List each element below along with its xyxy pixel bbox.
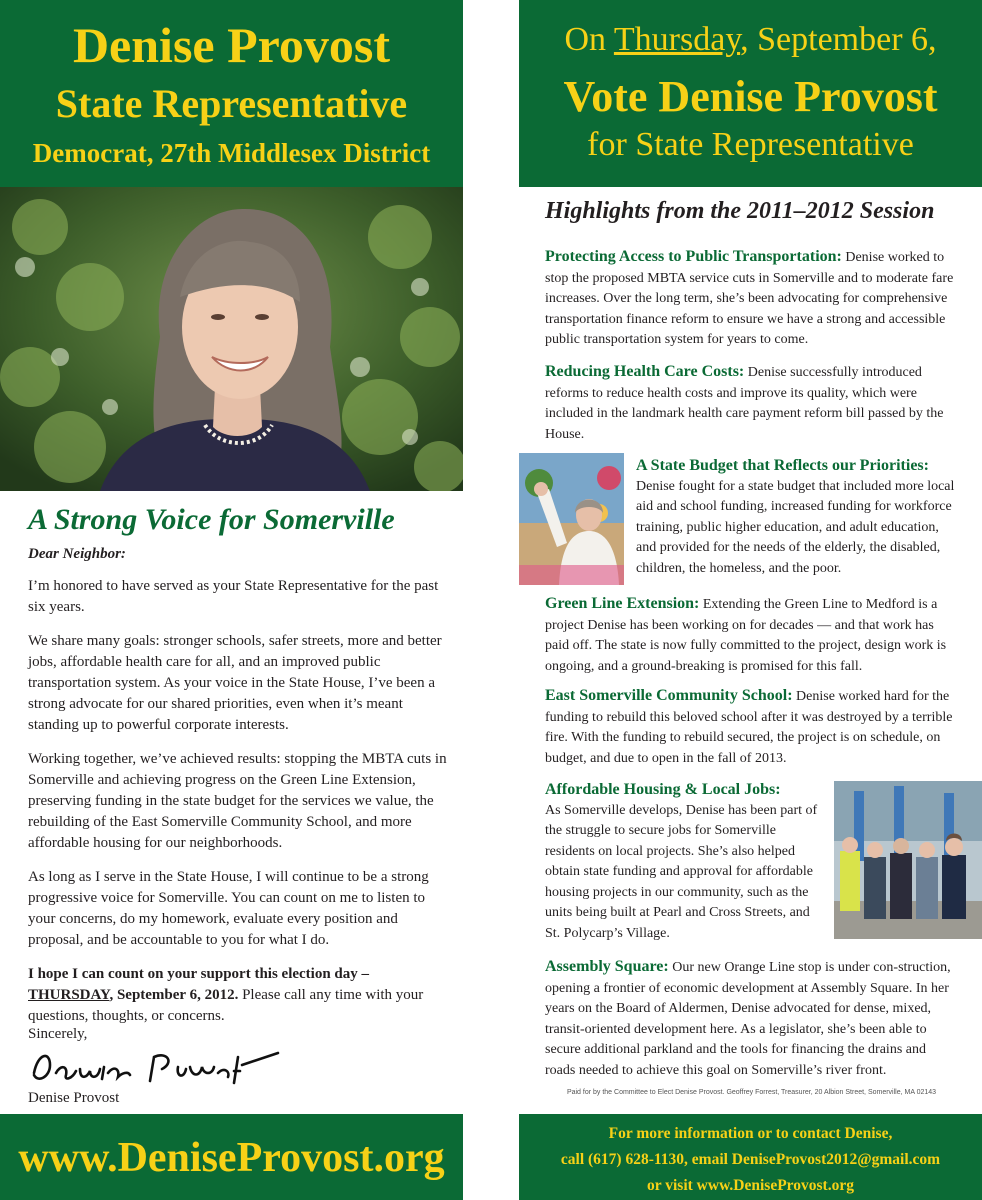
highlight-text: Denise fought for a state budget that included more local aid and school funding, increased funding for workforce training, public higher education, and adult education, and provided for the needs of the elderly, the disabled, children, the homeless, and the poor.	[636, 478, 955, 576]
candidate-portrait-photo	[0, 187, 463, 491]
closing-date: , September 6, 2012.	[109, 987, 239, 1003]
contact-website[interactable]: or visit www.DeniseProvost.org	[647, 1177, 854, 1194]
highlight-text: Denise successfully introduced reforms to reduce health costs and improve its quality, which were included in the landmark health care payment reform bill passed by the House.	[545, 365, 944, 442]
letter-paragraph: We share many goals: stronger schools, safer streets, more and better jobs, affordable health care for all, and an improved public transportation system. As your voice in the State House, I’ve been a strong advocate for our shared priorities, even when it’s meant standing up to powerful corporate interests.	[28, 633, 442, 733]
letter-heading: A Strong Voice for Somerville	[28, 503, 395, 536]
election-date-line: On Thursday, September 6,	[564, 21, 937, 58]
candidate-office: State Representative	[55, 81, 408, 126]
vote-call-to-action: Vote Denise Provost	[563, 72, 938, 121]
highlight-item	[545, 686, 958, 769]
highlight-item	[545, 362, 958, 445]
contact-line: For more information or to contact Denise,	[608, 1125, 893, 1142]
highlight-item	[545, 780, 825, 944]
letter-body	[28, 576, 448, 1040]
letter-signoff: Sincerely,	[28, 1026, 88, 1042]
highlights-heading: Highlights from the 2011–2012 Session	[545, 198, 935, 224]
highlight-heading: A State Budget that Reflects our Priorities:	[636, 457, 929, 474]
letter-paragraph: Working together, we’ve achieved results: stopping the MBTA cuts in Somerville and achieving progress on the Green Line Extension, preserving funding in the state budget for the services we value, the rebuilding of the East Somerville Community School, and more affordable housing for our neighborhoods.	[28, 751, 447, 851]
parade-waving-photo	[519, 453, 624, 585]
highlight-item	[545, 957, 958, 1081]
candidate-district: Democrat, 27th Middlesex District	[32, 138, 431, 168]
right-header-banner	[519, 0, 982, 187]
letter-paragraph: I’m honored to have served as your State Representative for the past six years.	[28, 578, 439, 615]
highlight-text: Our new Orange Line stop is under con-struction, opening a frontier of economic development at Assembly Square. In her years on the Board of Aldermen, Denise advocated for dense, mixed, transit-oriented development here. As a legislator, she’s been able to secure additional parkland and the tools for financing the drains and roads needed to achieve this goal on Somerville’s river front.	[545, 960, 951, 1078]
highlight-heading: East Somerville Community School:	[545, 687, 793, 704]
highlight-text: Extending the Green Line to Medford is a project Denise has been working on for decades — and that work has paid off. The state is now fully committed to the project, design work is ongoing, and a ground-breaking is promised for this fall.	[545, 597, 947, 674]
office-line: for State Representative	[587, 126, 914, 163]
letter-signed-name: Denise Provost	[28, 1090, 120, 1106]
highlight-item	[545, 247, 958, 351]
closing-day: THURSDAY	[28, 987, 110, 1003]
contact-footer-banner	[519, 1114, 982, 1200]
handwritten-signature	[28, 1043, 288, 1091]
paid-for-disclaimer: Paid for by the Committee to Elect Denise Provost. Geoffrey Forrest, Treasurer, 20 Albion Street, Somerville, MA 02143	[566, 1089, 937, 1096]
candidate-name: Denise Provost	[72, 17, 391, 73]
election-day: Thursday	[613, 21, 741, 58]
highlight-item	[545, 594, 958, 677]
highlight-item	[636, 456, 958, 579]
highlight-heading: Affordable Housing & Local Jobs:	[545, 781, 781, 798]
letter-paragraph: As long as I serve in the State House, I will continue to be a strong progressive voice for Somerville. You can count on me to listen to your concerns, do my homework, evaluate every position and proposal, and be accountable to you for what I do.	[28, 869, 429, 948]
highlight-heading: Reducing Health Care Costs:	[545, 363, 745, 380]
highlight-heading: Protecting Access to Public Transportation:	[545, 248, 842, 265]
website-url[interactable]: www.DeniseProvost.org	[18, 1135, 445, 1181]
construction-site-group-photo	[834, 781, 982, 939]
highlight-text: Denise worked to stop the proposed MBTA service cuts in Somerville and to moderate fare increases. Over the long term, she’s been advocating for comprehensive transportation finance reform to ensure we have a strong and accessible public transportation system for years to come.	[545, 250, 954, 347]
closing-rest: Please call any time with your questions, thoughts, or concerns.	[28, 987, 424, 1024]
highlight-heading: Green Line Extension:	[545, 595, 700, 612]
highlight-text: As Somerville develops, Denise has been part of the struggle to secure jobs for Somerville residents on local projects. She’s also helped obtain state funding and approval for affordable housing projects in our community, such as the units being built at Pearl and Cross Streets, and St. Polycarp’s Village.	[545, 802, 818, 941]
left-footer-banner	[0, 1114, 463, 1200]
highlight-heading: Assembly Square:	[545, 958, 669, 975]
letter-salutation: Dear Neighbor:	[28, 546, 126, 562]
highlight-text: Denise worked hard for the funding to rebuild this beloved school after it was destroyed by a terrible fire. With the funding to rebuild secured, the project is on schedule, on budget, and due to open in the fall of 2013.	[545, 689, 953, 766]
closing-appeal: I hope I can count on your support this election day –	[28, 966, 370, 982]
left-header-banner	[0, 0, 463, 187]
letter-closing-paragraph	[28, 964, 448, 1027]
contact-phone-email[interactable]: call (617) 628-1130, email DeniseProvost2012@gmail.com	[560, 1151, 941, 1168]
